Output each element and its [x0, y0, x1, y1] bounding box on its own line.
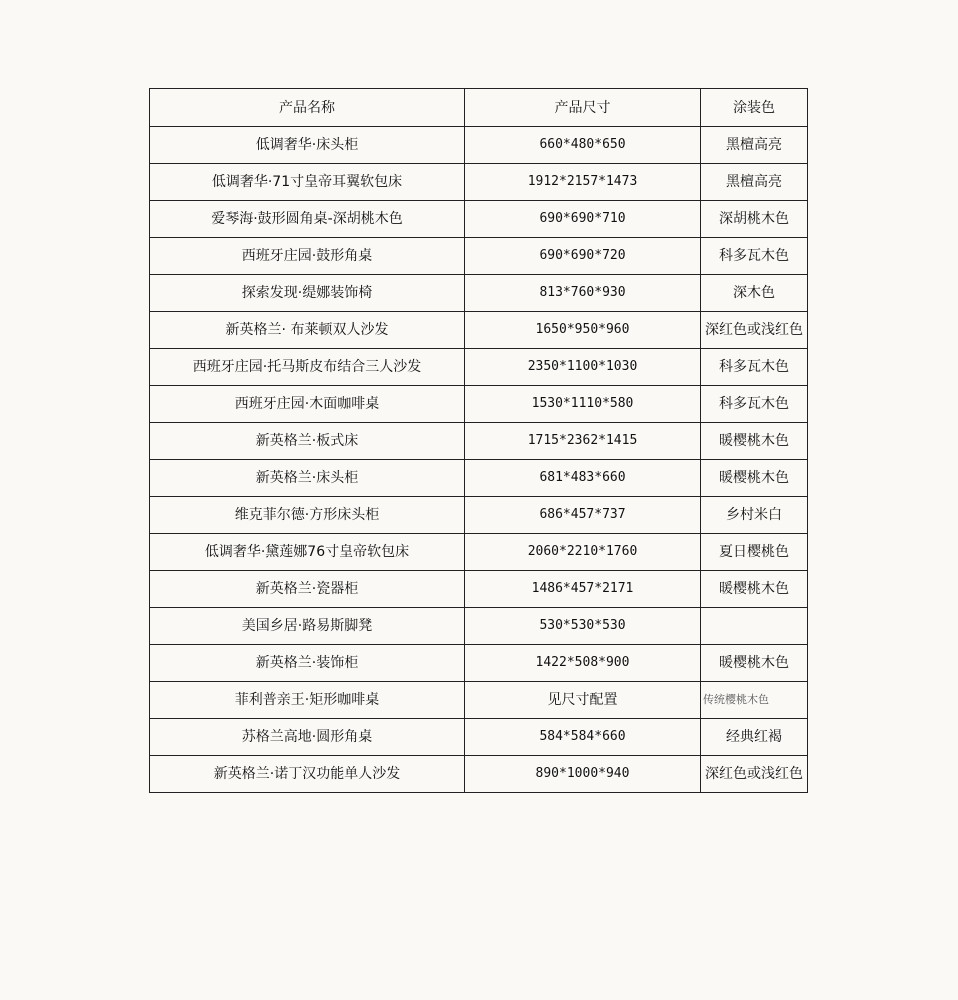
product-name-cell: 爱琴海·鼓形圆角桌-深胡桃木色 — [150, 201, 465, 238]
finish-color-cell: 暖樱桃木色 — [701, 460, 808, 497]
product-size-cell: 1912*2157*1473 — [465, 164, 701, 201]
product-size-cell: 2350*1100*1030 — [465, 349, 701, 386]
product-name-cell: 美国乡居·路易斯脚凳 — [150, 608, 465, 645]
table-row — [150, 164, 808, 201]
table-row — [150, 127, 808, 164]
product-name-cell: 低调奢华·床头柜 — [150, 127, 465, 164]
finish-color-cell: 科多瓦木色 — [701, 238, 808, 275]
product-size-cell: 681*483*660 — [465, 460, 701, 497]
product-name-cell: 低调奢华·黛莲娜76寸皇帝软包床 — [150, 534, 465, 571]
table-row — [150, 312, 808, 349]
product-size-cell: 1530*1110*580 — [465, 386, 701, 423]
finish-color-cell — [701, 608, 808, 645]
product-name-cell: 新英格兰·装饰柜 — [150, 645, 465, 682]
finish-color-cell: 暖樱桃木色 — [701, 645, 808, 682]
finish-color-cell: 深木色 — [701, 275, 808, 312]
product-size-cell: 530*530*530 — [465, 608, 701, 645]
product-name-cell: 低调奢华·71寸皇帝耳翼软包床 — [150, 164, 465, 201]
table-row — [150, 238, 808, 275]
product-name-cell: 探索发现·缇娜装饰椅 — [150, 275, 465, 312]
product-size-cell: 890*1000*940 — [465, 756, 701, 793]
product-size-cell: 1422*508*900 — [465, 645, 701, 682]
product-name-cell: 新英格兰· 布莱顿双人沙发 — [150, 312, 465, 349]
product-size-cell: 686*457*737 — [465, 497, 701, 534]
table-row — [150, 386, 808, 423]
finish-color-cell: 深红色或浅红色 — [701, 756, 808, 793]
table-row — [150, 719, 808, 756]
product-size-cell: 584*584*660 — [465, 719, 701, 756]
table-header — [150, 89, 808, 127]
product-size-cell: 813*760*930 — [465, 275, 701, 312]
header-finish-color: 涂装色 — [701, 89, 808, 127]
product-name-cell: 新英格兰·诺丁汉功能单人沙发 — [150, 756, 465, 793]
table-row — [150, 497, 808, 534]
product-name-cell: 新英格兰·瓷器柜 — [150, 571, 465, 608]
product-size-cell: 1715*2362*1415 — [465, 423, 701, 460]
finish-color-cell: 深胡桃木色 — [701, 201, 808, 238]
product-size-cell: 660*480*650 — [465, 127, 701, 164]
finish-color-cell: 科多瓦木色 — [701, 386, 808, 423]
finish-color-cell: 黑檀高亮 — [701, 164, 808, 201]
product-name-cell: 新英格兰·板式床 — [150, 423, 465, 460]
product-spec-table — [149, 88, 808, 793]
table-row — [150, 756, 808, 793]
finish-color-cell: 经典红褐 — [701, 719, 808, 756]
table-row — [150, 275, 808, 312]
table-body — [150, 127, 808, 793]
product-size-cell: 见尺寸配置 — [465, 682, 701, 719]
product-name-cell: 西班牙庄园·鼓形角桌 — [150, 238, 465, 275]
finish-color-cell: 科多瓦木色 — [701, 349, 808, 386]
product-size-cell: 690*690*710 — [465, 201, 701, 238]
product-size-cell: 1486*457*2171 — [465, 571, 701, 608]
table-row — [150, 423, 808, 460]
product-name-cell: 苏格兰高地·圆形角桌 — [150, 719, 465, 756]
table-row — [150, 571, 808, 608]
finish-color-cell: 夏日樱桃色 — [701, 534, 808, 571]
finish-color-cell: 黑檀高亮 — [701, 127, 808, 164]
product-size-cell: 1650*950*960 — [465, 312, 701, 349]
table-row — [150, 645, 808, 682]
product-size-cell: 690*690*720 — [465, 238, 701, 275]
product-name-cell: 新英格兰·床头柜 — [150, 460, 465, 497]
finish-color-cell: 深红色或浅红色 — [701, 312, 808, 349]
product-name-cell: 西班牙庄园·木面咖啡桌 — [150, 386, 465, 423]
product-name-cell: 西班牙庄园·托马斯皮布结合三人沙发 — [150, 349, 465, 386]
product-name-cell: 菲利普亲王·矩形咖啡桌 — [150, 682, 465, 719]
header-product-name: 产品名称 — [150, 89, 465, 127]
table-row — [150, 682, 808, 719]
product-size-cell: 2060*2210*1760 — [465, 534, 701, 571]
table-row — [150, 349, 808, 386]
table-row — [150, 608, 808, 645]
header-row — [150, 89, 808, 127]
table-row — [150, 460, 808, 497]
header-product-size: 产品尺寸 — [465, 89, 701, 127]
finish-color-cell: 传统樱桃木色 — [701, 682, 808, 719]
table-row — [150, 201, 808, 238]
finish-color-cell: 乡村米白 — [701, 497, 808, 534]
table-row — [150, 534, 808, 571]
finish-color-cell: 暖樱桃木色 — [701, 423, 808, 460]
finish-color-cell: 暖樱桃木色 — [701, 571, 808, 608]
product-name-cell: 维克菲尔德·方形床头柜 — [150, 497, 465, 534]
